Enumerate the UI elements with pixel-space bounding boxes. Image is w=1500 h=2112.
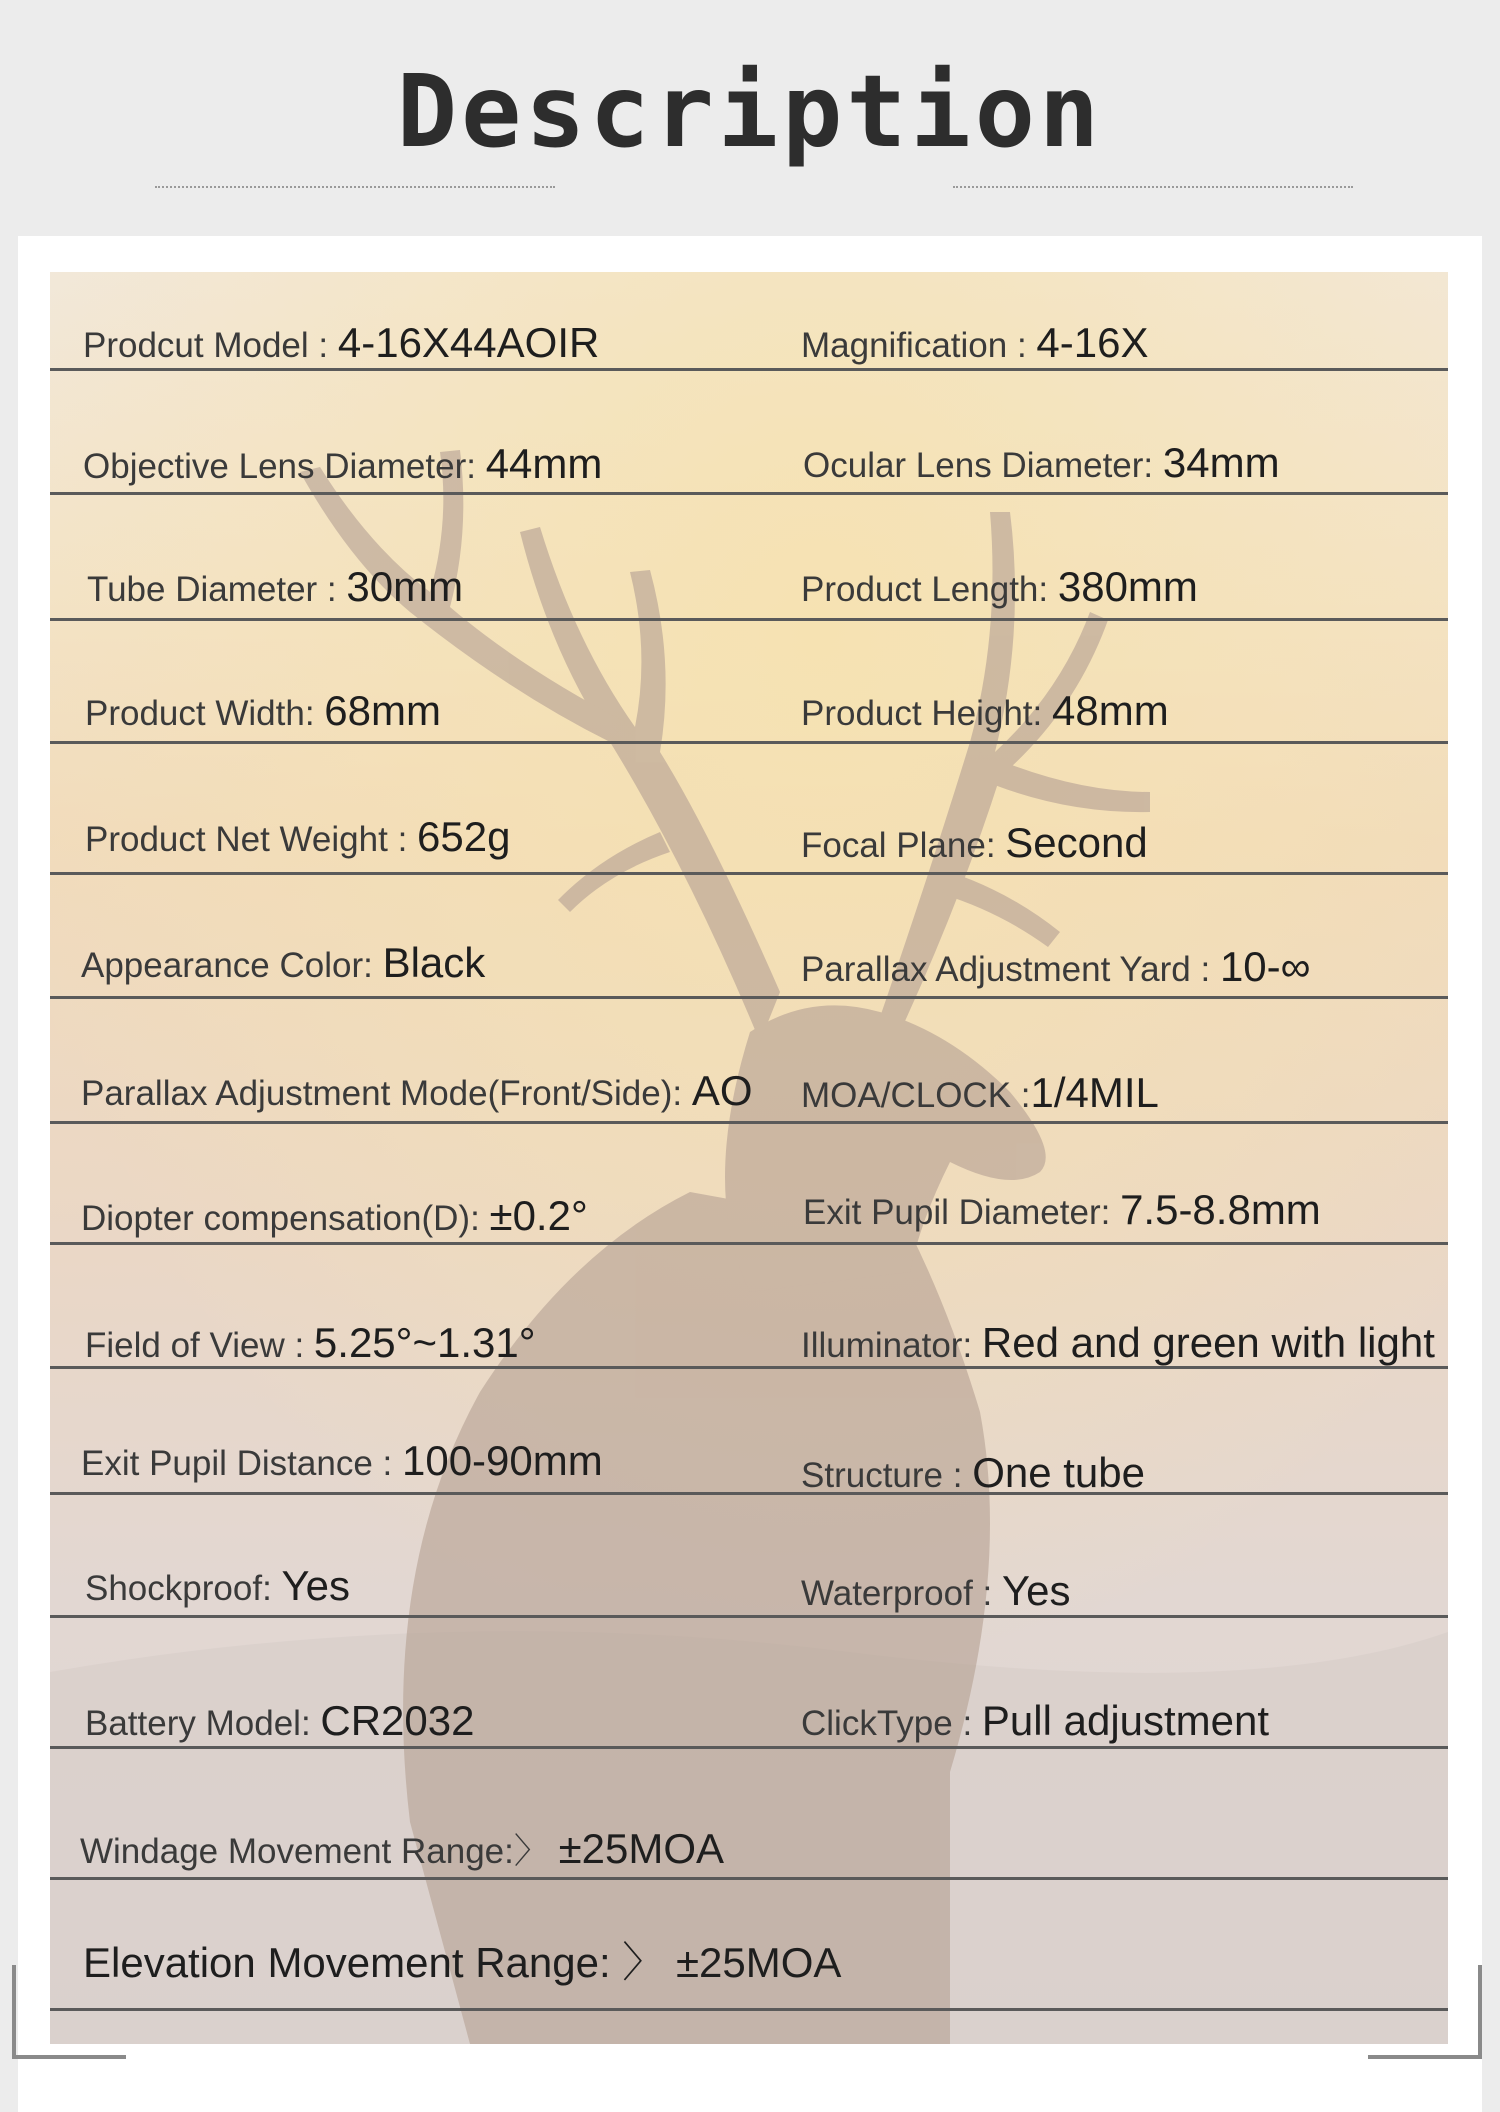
row-divider [50,741,1448,744]
page-title: Description [396,53,1104,170]
row-divider [50,1366,1448,1369]
row-divider [50,996,1448,999]
row-divider [50,1746,1448,1749]
spec-parallax-adjustment-mode: Parallax Adjustment Mode(Front/Side): AO [81,1067,753,1114]
row-divider [50,2008,1448,2011]
spec-battery-model: Battery Model: CR2032 [85,1697,475,1744]
spec-elevation-movement-range: Elevation Movement Range: 〉 ±25MOA [83,1939,842,1986]
spec-focal-plane: Focal Plane: Second [801,819,1148,866]
spec-structure: Structure : One tube [801,1449,1145,1496]
corner-bracket-right [1368,1965,1482,2059]
row-divider [50,492,1448,495]
spec-field-of-view: Field of View : 5.25°~1.31° [85,1319,536,1366]
deer-background-image [50,272,1448,2044]
spec-windage-movement-range: Windage Movement Range:〉 ±25MOA [80,1825,725,1872]
row-divider [50,618,1448,621]
row-divider [50,1615,1448,1618]
spec-exit-pupil-distance: Exit Pupil Distance : 100-90mm [81,1437,603,1484]
title-divider-left [155,186,555,188]
spec-product-height: Product Height: 48mm [801,687,1169,734]
row-divider [50,368,1448,371]
spec-objective-lens-diameter: Objective Lens Diameter: 44mm [83,440,603,487]
spec-product-model: Prodcut Model : 4-16X44AOIR [83,319,600,366]
spec-shockproof: Shockproof: Yes [85,1562,351,1609]
spec-tube-diameter: Tube Diameter : 30mm [87,563,464,610]
spec-magnification: Magnification : 4-16X [801,319,1149,366]
spec-exit-pupil-diameter: Exit Pupil Diameter: 7.5-8.8mm [803,1186,1321,1233]
spec-diopter-compensation: Diopter compensation(D): ±0.2° [81,1192,588,1239]
row-divider [50,1492,1448,1495]
row-divider [50,1877,1448,1880]
row-divider [50,1121,1448,1124]
spec-ocular-lens-diameter: Ocular Lens Diameter: 34mm [803,439,1280,486]
spec-click-type: ClickType : Pull adjustment [801,1697,1270,1744]
row-divider [50,872,1448,875]
row-divider [50,1242,1448,1245]
spec-product-width: Product Width: 68mm [85,687,441,734]
corner-bracket-left [12,1965,126,2059]
spec-parallax-adjustment-yard: Parallax Adjustment Yard : 10-∞ [801,943,1311,990]
spec-illuminator: Illuminator: Red and green with light [801,1319,1435,1366]
spec-product-length: Product Length: 380mm [801,563,1198,610]
spec-product-net-weight: Product Net Weight : 652g [85,813,511,860]
spec-moa-clock: MOA/CLOCK :1/4MIL [801,1069,1159,1116]
spec-waterproof: Waterproof : Yes [801,1567,1071,1614]
title-divider-right [953,186,1353,188]
spec-appearance-color: Appearance Color: Black [81,939,486,986]
